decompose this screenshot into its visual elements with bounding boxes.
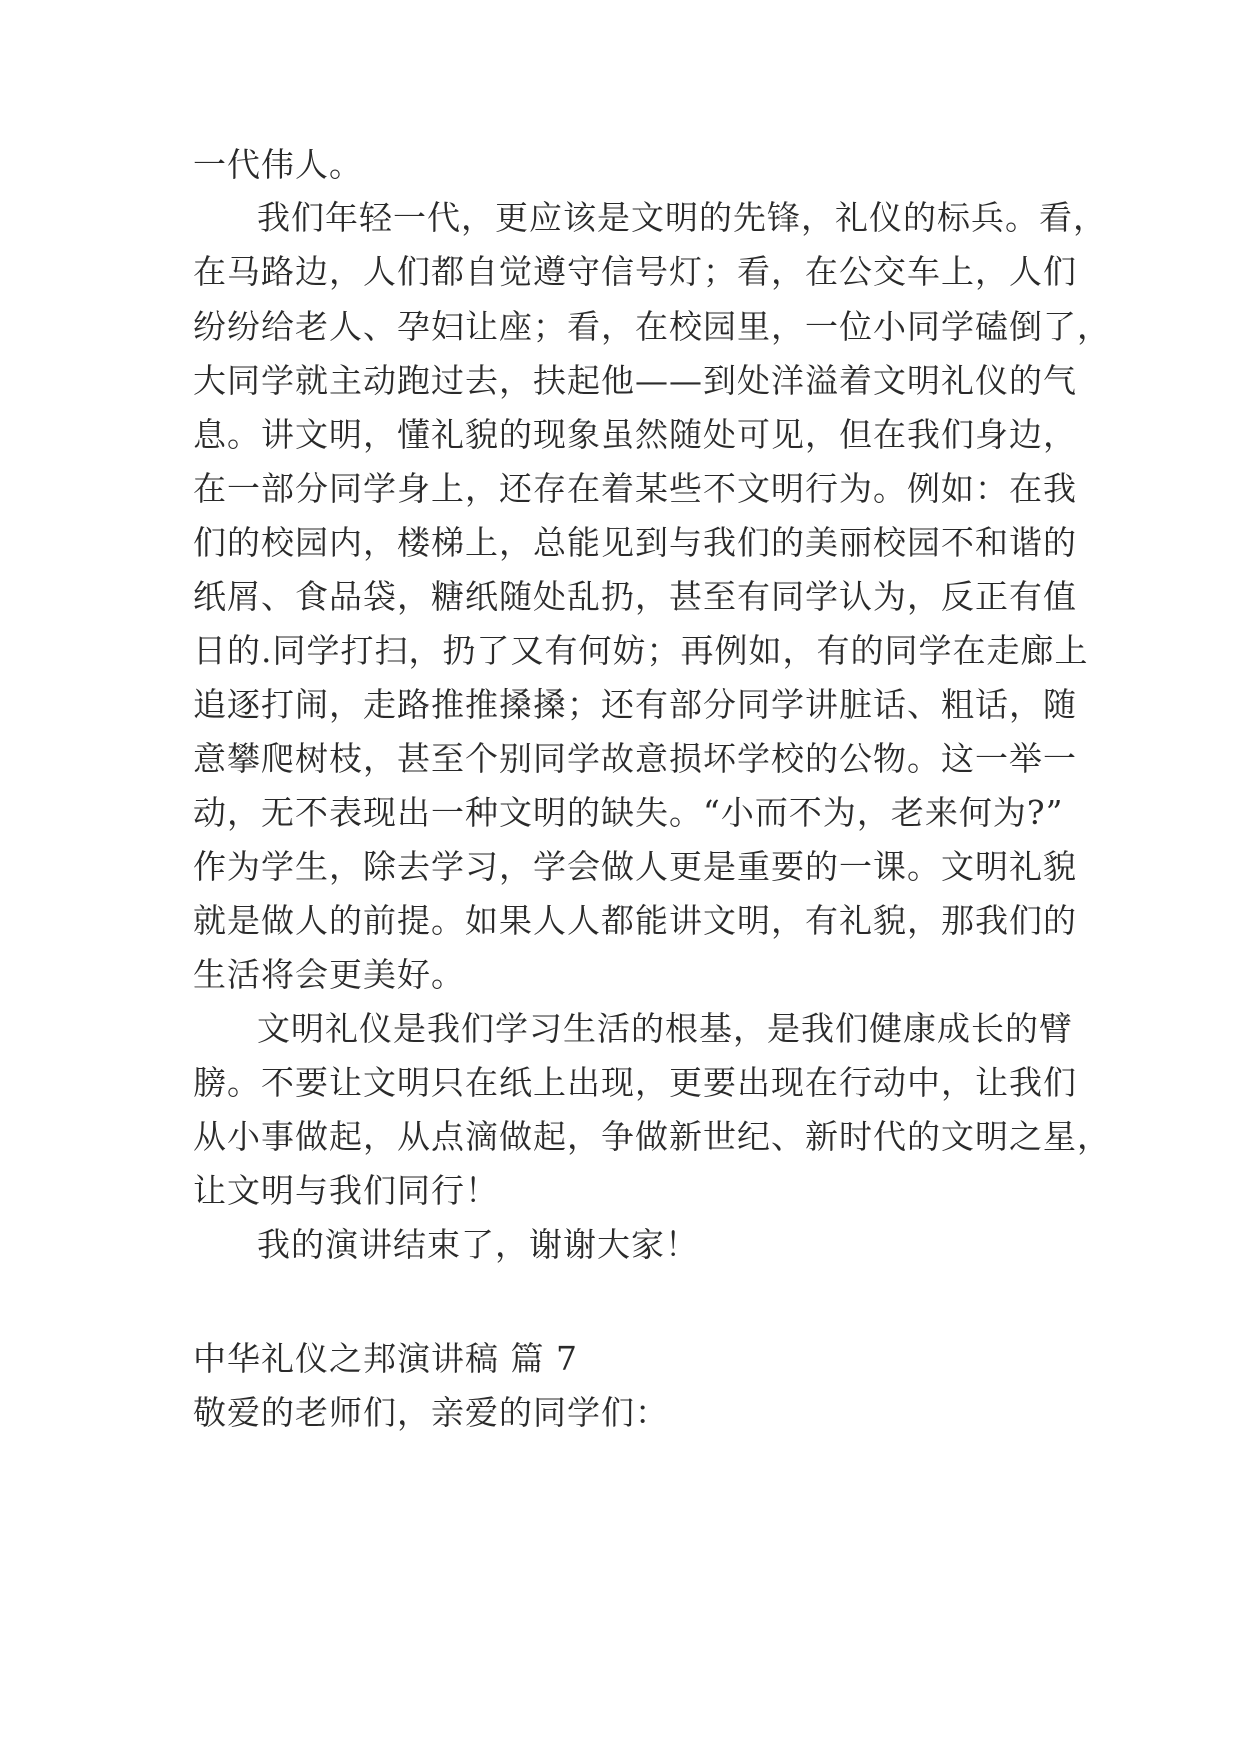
salutation: 敬爱的老师们，亲爱的同学们： xyxy=(193,1393,669,1432)
text-line: 在马路边，人们都自觉遵守信号灯；看，在公交车上，人们 xyxy=(193,252,1077,291)
text-line: 从小事做起，从点滴做起，争做新世纪、新时代的文明之星， xyxy=(193,1117,1111,1156)
text-line: 息。讲文明，懂礼貌的现象虽然随处可见，但在我们身边， xyxy=(193,415,1077,454)
paragraph-first-line: 文明礼仪是我们学习生活的根基，是我们健康成长的臂 xyxy=(257,1009,1073,1048)
paragraph-first-line: 我们年轻一代，更应该是文明的先锋，礼仪的标兵。看， xyxy=(257,198,1107,237)
text-line: 大同学就主动跑过去，扶起他——到处洋溢着文明礼仪的气 xyxy=(193,361,1077,400)
text-line: 生活将会更美好。 xyxy=(193,955,465,994)
section-heading: 中华礼仪之邦演讲稿 篇 7 xyxy=(193,1339,578,1378)
text-line: 纸屑、食品袋，糖纸随处乱扔，甚至有同学认为，反正有值 xyxy=(193,577,1077,616)
text-line: 一代伟人。 xyxy=(193,145,363,184)
text-line: 就是做人的前提。如果人人都能讲文明，有礼貌，那我们的 xyxy=(193,901,1077,940)
text-line: 日的.同学打扫，扔了又有何妨；再例如，有的同学在走廊上 xyxy=(193,631,1089,670)
text-line: 作为学生，除去学习，学会做人更是重要的一课。文明礼貌 xyxy=(193,847,1077,886)
paragraph-first-line: 我的演讲结束了，谢谢大家！ xyxy=(257,1225,699,1264)
text-line: 纷纷给老人、孕妇让座；看，在校园里，一位小同学磕倒了， xyxy=(193,307,1111,346)
text-line: 膀。不要让文明只在纸上出现，更要出现在行动中，让我们 xyxy=(193,1063,1077,1102)
text-line: 动，无不表现出一种文明的缺失。“小而不为，老来何为?” xyxy=(193,793,1064,832)
text-line: 让文明与我们同行！ xyxy=(193,1171,499,1210)
text-line: 追逐打闹，走路推推搡搡；还有部分同学讲脏话、粗话，随 xyxy=(193,685,1077,724)
text-line: 意攀爬树枝，甚至个别同学故意损坏学校的公物。这一举一 xyxy=(193,739,1077,778)
text-line: 在一部分同学身上，还存在着某些不文明行为。例如：在我 xyxy=(193,469,1077,508)
text-line: 们的校园内，楼梯上，总能见到与我们的美丽校园不和谐的 xyxy=(193,523,1077,562)
